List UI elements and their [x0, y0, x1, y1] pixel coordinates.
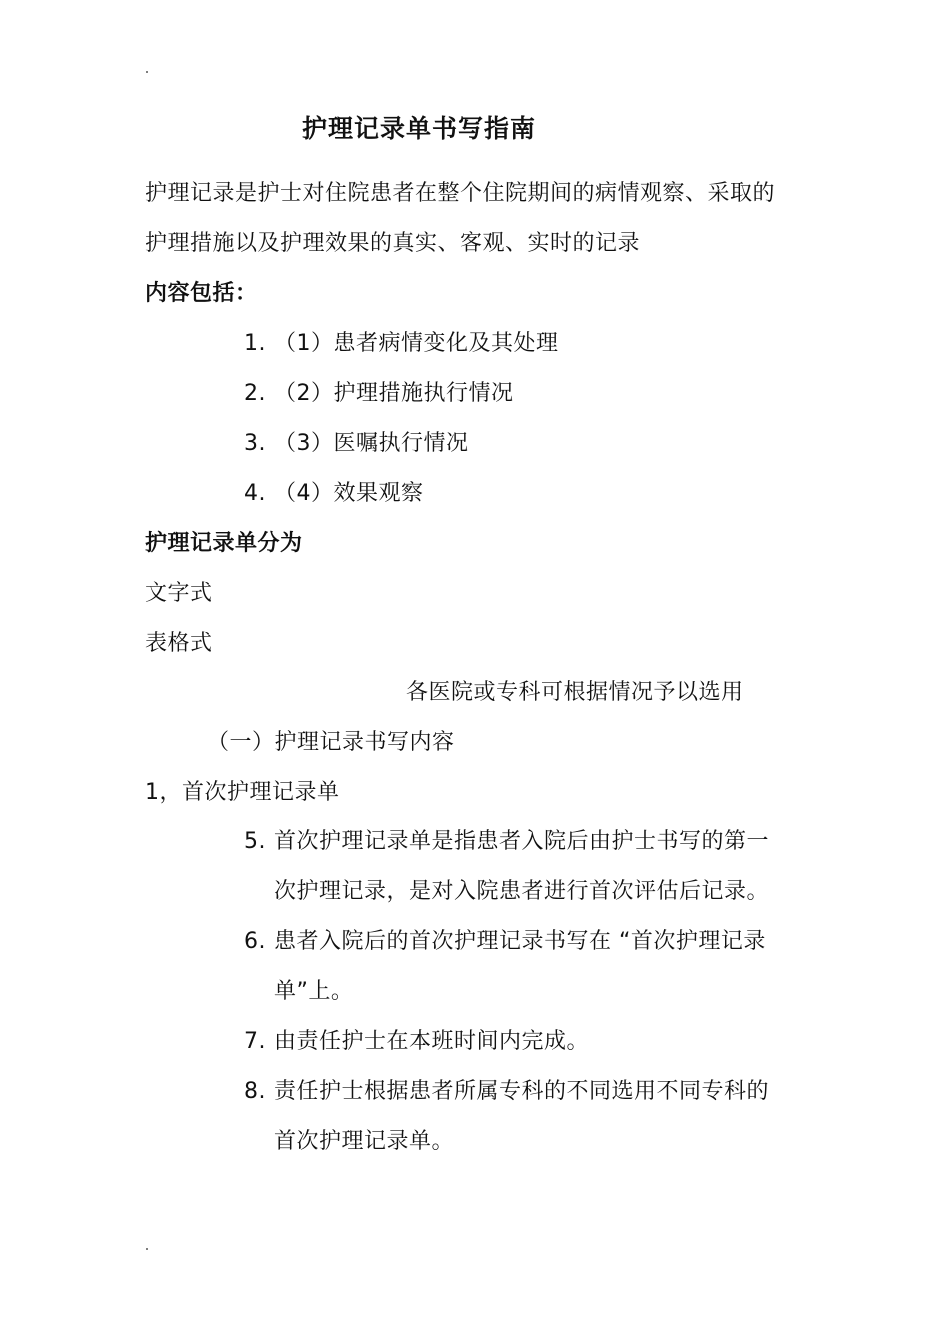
rule-item-6 [244, 927, 766, 957]
list-number: 4. [244, 481, 266, 506]
list-number: 6. [244, 929, 266, 954]
intro-line-2: 护理措施以及护理效果的真实、客观、实时的记录 [145, 231, 641, 256]
list-text: （3）医嘱执行情况 [274, 431, 469, 456]
list-text: （2）护理措施执行情况 [274, 381, 514, 406]
list-number: 8. [244, 1079, 266, 1104]
list-text: （1）患者病情变化及其处理 [274, 331, 559, 356]
types-note: 各医院或专科可根据情况予以选用 [406, 680, 744, 705]
header-mark [146, 71, 148, 73]
type-text-form: 文字式 [145, 581, 213, 606]
content-item-4 [244, 479, 424, 509]
rule-item-5-cont: 次护理记录，是对入院患者进行首次评估后记录。 [274, 879, 770, 904]
section-heading: （一）护理记录书写内容 [207, 730, 455, 755]
types-heading: 护理记录单分为 [145, 531, 303, 556]
rule-item-7 [244, 1027, 589, 1057]
list-text: 由责任护士在本班时间内完成。 [274, 1029, 590, 1054]
intro-line-1: 护理记录是护士对住院患者在整个住院期间的病情观察、采取的 [145, 181, 776, 206]
rule-item-6-cont: 单”上。 [274, 979, 354, 1004]
content-item-1 [244, 329, 559, 359]
list-text: 责任护士根据患者所属专科的不同选用不同专科的 [274, 1079, 770, 1104]
list-text: （4）效果观察 [274, 481, 424, 506]
list-number: 3. [244, 431, 266, 456]
list-number: 7. [244, 1029, 266, 1054]
type-table-form: 表格式 [145, 631, 213, 656]
rule-item-8-cont: 首次护理记录单。 [274, 1129, 455, 1154]
subsection-heading: 1，首次护理记录单 [145, 780, 340, 805]
footer-mark [146, 1248, 148, 1250]
list-number: 5. [244, 829, 266, 854]
document-title: 护理记录单书写指南 [302, 114, 537, 143]
content-item-2 [244, 379, 514, 409]
list-number: 1. [244, 331, 266, 356]
content-heading: 内容包括： [145, 281, 258, 306]
list-text: 首次护理记录单是指患者入院后由护士书写的第一 [274, 829, 770, 854]
list-number: 2. [244, 381, 266, 406]
list-text: 患者入院后的首次护理记录书写在 “首次护理记录 [274, 929, 766, 954]
content-item-3 [244, 429, 469, 459]
rule-item-5 [244, 827, 769, 857]
rule-item-8 [244, 1077, 769, 1107]
